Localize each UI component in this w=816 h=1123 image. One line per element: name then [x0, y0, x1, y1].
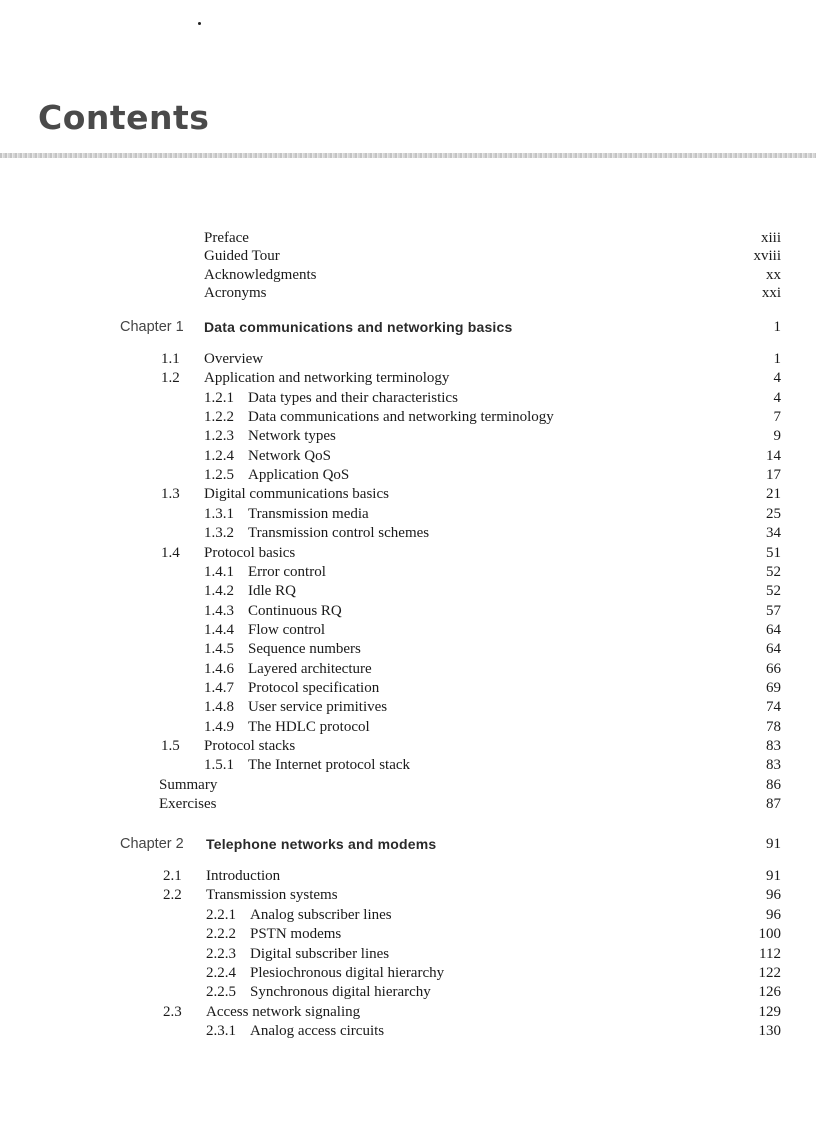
page-number: 126 [758, 984, 781, 1001]
section-number: 1.2.4 [204, 447, 234, 464]
toc-entry [0, 717, 816, 737]
entry-title: Acknowledgments [204, 266, 317, 283]
entry-title: Network types [248, 428, 336, 445]
page-number: xviii [753, 248, 781, 265]
entry-title: Digital subscriber lines [250, 945, 390, 962]
front-matter-row [0, 283, 816, 303]
section-number: 1.5.1 [204, 757, 234, 774]
toc-entry [0, 349, 816, 369]
section-number: 1.3.2 [204, 525, 234, 542]
section-number: 1.3.1 [204, 505, 234, 522]
section-number: 1.4.8 [204, 699, 234, 716]
toc-entry [0, 885, 816, 905]
toc-entry [0, 581, 816, 601]
toc-entry [0, 775, 816, 795]
page-number: 83 [766, 738, 781, 754]
entry-title: Protocol stacks [204, 738, 296, 754]
chapter-title: Data communications and networking basics [204, 319, 513, 335]
section-number: 2.3 [163, 1003, 182, 1020]
entry-title: Analog access circuits [250, 1023, 385, 1040]
entry-title: Protocol basics [204, 544, 296, 561]
page-number: 9 [773, 428, 781, 445]
page-number: 96 [766, 906, 781, 923]
chapter-title: Telephone networks and modems [206, 836, 437, 852]
section-number: 2.3.1 [206, 1023, 236, 1040]
page-number: 1 [773, 351, 781, 367]
section-number: 1.1 [161, 351, 180, 367]
page-number: 100 [758, 926, 781, 943]
section-number: 1.4.9 [204, 718, 234, 735]
page-number: 74 [766, 699, 781, 716]
section-number: 1.4.6 [204, 660, 234, 677]
section-number: 1.3 [161, 486, 180, 503]
section-number: 2.2.3 [206, 945, 236, 962]
entry-title: Application and networking terminology [204, 370, 450, 387]
section-number: 1.4.7 [204, 679, 234, 696]
page-number: 91 [766, 836, 781, 852]
page-number: 17 [766, 467, 781, 484]
entry-title: Idle RQ [248, 583, 296, 600]
entry-title: Acronyms [204, 284, 267, 301]
front-matter-row [0, 265, 816, 285]
section-number: 1.2.5 [204, 467, 234, 484]
toc-entry [0, 426, 816, 446]
toc-entry [0, 678, 816, 698]
entry-title: Application QoS [248, 467, 350, 484]
front-matter-row [0, 246, 816, 266]
section-number: 1.4.5 [204, 641, 234, 658]
entry-title: Guided Tour [204, 248, 280, 265]
section-number: 2.1 [163, 868, 182, 884]
entry-title: Sequence numbers [248, 641, 361, 658]
entry-title: Transmission systems [206, 887, 338, 904]
entry-title: The Internet protocol stack [248, 757, 411, 774]
page-number: 64 [766, 621, 781, 638]
toc-entry [0, 697, 816, 717]
page-number: 34 [766, 525, 781, 542]
front-matter-row [0, 228, 816, 248]
toc-entry [0, 543, 816, 563]
toc-entry [0, 601, 816, 621]
entry-title: Continuous RQ [248, 602, 342, 619]
toc-entry [0, 523, 816, 543]
toc-entry [0, 465, 816, 485]
entry-title: Protocol specification [248, 679, 380, 696]
page-number: 87 [766, 796, 781, 813]
section-number: 1.2.1 [204, 389, 234, 406]
entry-title: Preface [204, 230, 249, 246]
toc-entry [0, 484, 816, 504]
page-number: 4 [773, 389, 781, 406]
section-number: 1.4 [161, 544, 180, 561]
entry-title: Flow control [248, 621, 326, 638]
page-number: 78 [766, 718, 781, 735]
page-number: 1 [773, 319, 781, 335]
page-number: 69 [766, 679, 781, 696]
entry-title: PSTN modems [250, 926, 342, 943]
toc-entry [0, 620, 816, 640]
page-number: 130 [758, 1023, 781, 1040]
section-number: 1.4.2 [204, 583, 234, 600]
page-number: 51 [766, 544, 781, 561]
toc-entry [0, 368, 816, 388]
section-number: 2.2.1 [206, 906, 236, 923]
entry-title: Data types and their characteristics [248, 389, 458, 406]
section-number: 1.5 [161, 738, 180, 754]
toc-entry [0, 446, 816, 466]
page-number: 112 [759, 945, 781, 962]
toc-entry [0, 755, 816, 775]
page-number: 64 [766, 641, 781, 658]
toc-entry [0, 407, 816, 427]
chapter-heading-row [0, 317, 816, 337]
section-number: 1.4.4 [204, 621, 234, 638]
page-number: 122 [758, 965, 781, 981]
entry-title: Synchronous digital hierarchy [250, 984, 431, 1001]
section-number: 2.2.2 [206, 926, 236, 943]
entry-title: Access network signaling [206, 1003, 361, 1020]
page-number: xiii [760, 230, 781, 246]
page-number: 96 [766, 887, 781, 904]
entry-title: Layered architecture [248, 660, 372, 677]
entry-title: Exercises [159, 796, 217, 813]
toc-entry [0, 639, 816, 659]
toc-entry [0, 504, 816, 524]
page-number: xxi [761, 284, 781, 301]
toc-entry [0, 963, 816, 983]
entry-title: Digital communications basics [204, 486, 389, 503]
page-number: 83 [766, 757, 781, 774]
entry-title: Data communications and networking terminology [248, 409, 554, 426]
section-number: 1.2.2 [204, 409, 234, 426]
section-number: 2.2.5 [206, 984, 236, 1001]
section-number: 1.2 [161, 370, 180, 387]
page-number: 129 [758, 1003, 781, 1020]
page-number: xx [766, 266, 781, 283]
section-number: 1.2.3 [204, 428, 234, 445]
section-number: 2.2 [163, 887, 182, 904]
entry-title: Transmission media [248, 505, 369, 522]
chapter-heading-row [0, 834, 816, 854]
toc-entry [0, 562, 816, 582]
page-number: 52 [766, 563, 781, 580]
entry-title: Analog subscriber lines [250, 906, 392, 923]
page-number: 21 [766, 486, 781, 503]
toc-entry [0, 866, 816, 886]
toc-entry [0, 736, 816, 756]
page-title: Contents [38, 98, 210, 137]
toc-entry [0, 944, 816, 964]
toc-entry [0, 659, 816, 679]
entry-title: The HDLC protocol [248, 718, 370, 735]
entry-title: User service primitives [248, 699, 388, 716]
page-number: 52 [766, 583, 781, 600]
toc-entry [0, 905, 816, 925]
section-number: 1.4.1 [204, 563, 234, 580]
entry-title: Network QoS [248, 447, 331, 464]
section-number: 2.2.4 [206, 965, 236, 981]
page-number: 66 [766, 660, 781, 677]
page-number: 86 [766, 776, 781, 793]
toc-entry [0, 982, 816, 1002]
page-number: 57 [766, 602, 781, 619]
entry-title: Error control [248, 563, 326, 580]
chapter-label: Chapter 1 [120, 319, 184, 335]
entry-title: Transmission control schemes [248, 525, 430, 542]
toc-entry [0, 1002, 816, 1022]
page-number: 7 [773, 409, 781, 426]
page-number: 25 [766, 505, 781, 522]
entry-title: Plesiochronous digital hierarchy [250, 965, 445, 981]
toc-entry [0, 794, 816, 814]
page-number: 14 [766, 447, 781, 464]
toc-entry [0, 388, 816, 408]
page-number: 91 [766, 868, 781, 884]
chapter-label: Chapter 2 [120, 836, 184, 852]
section-number: 1.4.3 [204, 602, 234, 619]
entry-title: Introduction [206, 868, 281, 884]
toc-entry [0, 1021, 816, 1041]
page-number: 4 [773, 370, 781, 387]
entry-title: Overview [204, 351, 264, 367]
entry-title: Summary [159, 776, 218, 793]
toc-entry [0, 924, 816, 944]
